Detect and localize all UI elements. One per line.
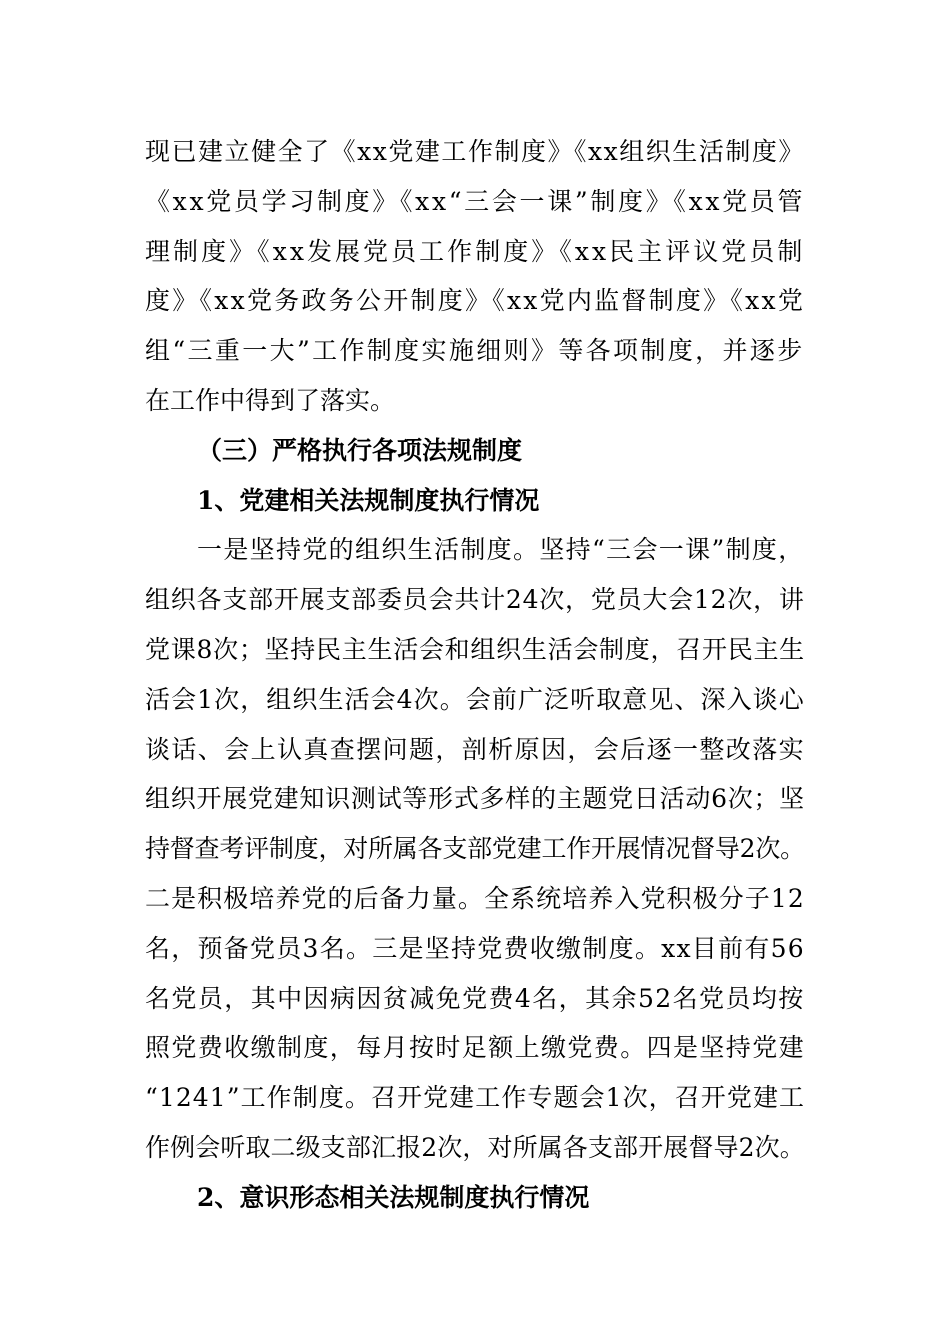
text-line: 二是积极培养党的后备力量。全系统培养入党积极分子12 xyxy=(145,884,805,913)
text-line: 名，预备党员3名。三是坚持党费收缴制度。xx目前有56 xyxy=(145,933,805,963)
section-heading: 1、党建相关法规制度执行情况 xyxy=(197,485,540,515)
text-line: 一是坚持党的组织生活制度。坚持“三会一课”制度， xyxy=(197,535,805,565)
text-line: 活会1次，组织生活会4次。会前广泛听取意见、深入谈心 xyxy=(145,684,805,714)
text-line: 理制度》《xx发展党员工作制度》《xx民主评议党员制 xyxy=(145,236,806,266)
text-line: 组织开展党建知识测试等形式多样的主题党日活动6次；坚 xyxy=(145,784,805,814)
text-line: 谈话、会上认真查摆问题，剖析原因，会后逐一整改落实 xyxy=(145,734,806,764)
text-line: 组织各支部开展支部委员会共计24次，党员大会12次，讲 xyxy=(145,585,805,615)
text-line: 在工作中得到了落实。 xyxy=(145,386,396,415)
text-line: 度》《xx党务政务公开制度》《xx党内监督制度》《xx党 xyxy=(145,286,806,316)
text-line: 照党费收缴制度，每月按时足额上缴党费。四是坚持党建 xyxy=(145,1033,806,1063)
text-line: “1241”工作制度。召开党建工作专题会1次，召开党建工 xyxy=(145,1083,806,1113)
text-line: 持督查考评制度，对所属各支部党建工作开展情况督导2次。 xyxy=(145,834,805,864)
text-line: 《xx党员学习制度》《xx“三会一课”制度》《xx党员管 xyxy=(145,186,806,216)
text-line: 组“三重一大”工作制度实施细则》等各项制度，并逐步 xyxy=(145,336,805,366)
section-heading: （三）严格执行各项法规制度 xyxy=(197,435,523,465)
text-line: 作例会听取二级支部汇报2次，对所属各支部开展督导2次。 xyxy=(145,1133,805,1162)
text-line: 党课8次；坚持民主生活会和组织生活会制度，召开民主生 xyxy=(145,635,805,664)
section-heading: 2、意识形态相关法规制度执行情况 xyxy=(197,1182,590,1212)
text-line: 名党员，其中因病因贫减免党费4名，其余52名党员均按 xyxy=(145,983,805,1013)
text-line: 现已建立健全了《xx党建工作制度》《xx组织生活制度》 xyxy=(145,137,805,166)
